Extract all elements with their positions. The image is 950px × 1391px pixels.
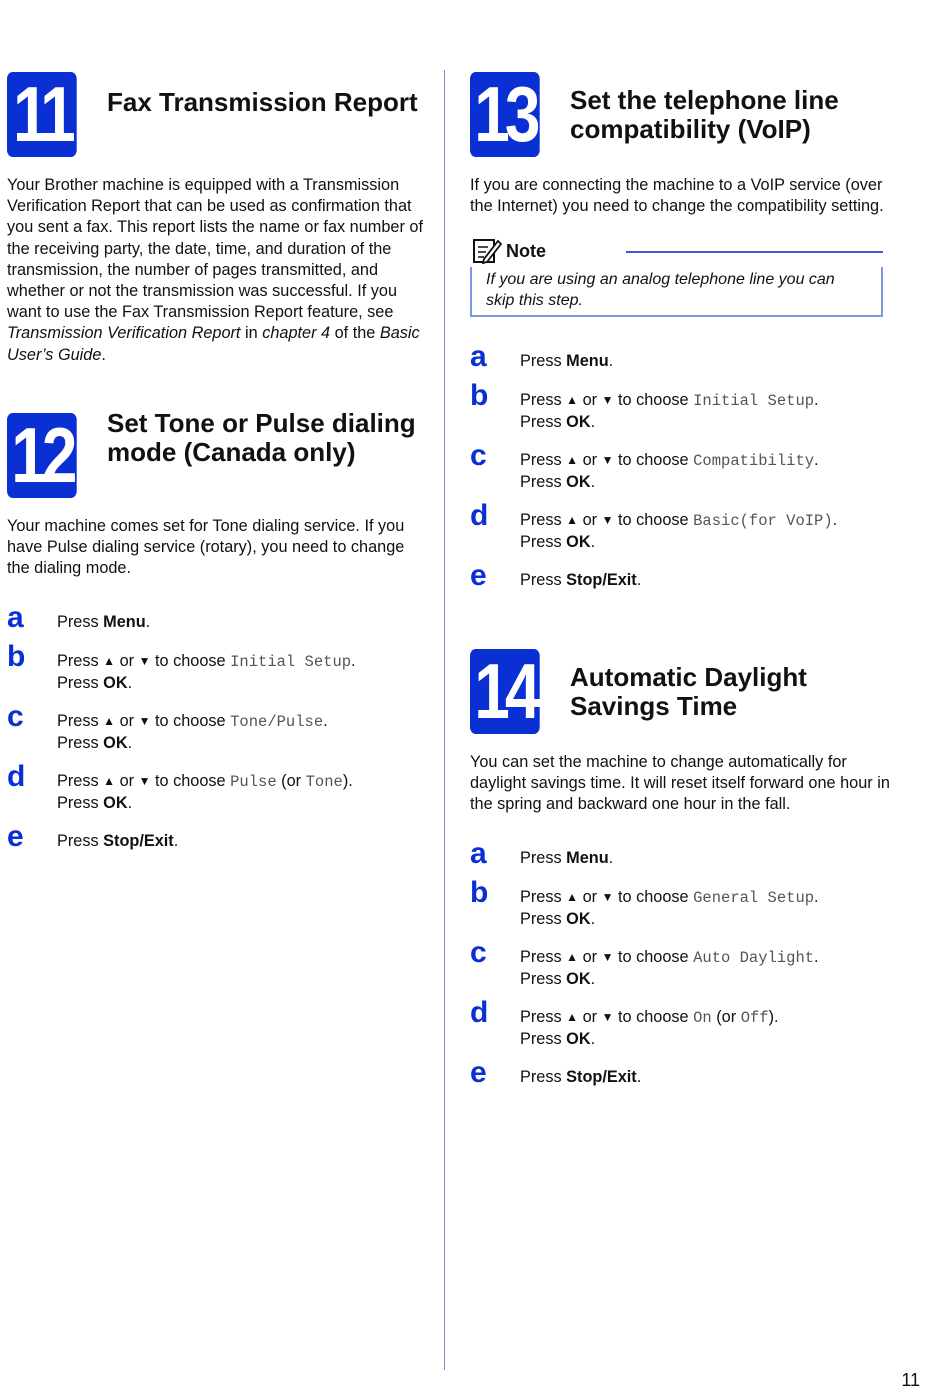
step-text: or xyxy=(578,887,602,906)
step-text: Press xyxy=(520,391,567,410)
key-name: OK xyxy=(566,473,591,492)
step-text: Press xyxy=(57,673,104,692)
note-label: Note xyxy=(506,241,546,262)
key-name: Menu xyxy=(566,352,609,371)
section-title: Automatic Daylight Savings Time xyxy=(570,662,807,721)
step-letter: e xyxy=(470,559,487,593)
step-text: Press xyxy=(520,848,567,867)
up-arrow-icon: ▲ xyxy=(566,1009,579,1024)
menu-value: Compatibility xyxy=(693,452,815,471)
step-text: or xyxy=(578,511,602,530)
step-text: Press xyxy=(520,511,567,530)
reference-guide: Basic User’s Guide xyxy=(7,324,420,364)
down-arrow-icon: ▼ xyxy=(601,513,614,528)
down-arrow-icon: ▼ xyxy=(601,453,614,468)
step-text: to choose xyxy=(150,771,231,790)
key-name: OK xyxy=(566,413,591,432)
step-b xyxy=(470,875,890,947)
step-c xyxy=(470,935,890,1007)
step-letter: a xyxy=(470,836,487,870)
menu-value-alt: Tone xyxy=(305,772,343,791)
section-title: Set the telephone line compatibility (VoIP) xyxy=(570,85,839,144)
step-text: to choose xyxy=(613,511,694,530)
step-letter: d xyxy=(470,499,489,533)
note-text: If you are using an analog telephone line you can skip this step. xyxy=(470,267,883,317)
menu-value-alt: Off xyxy=(740,1008,769,1027)
section-header xyxy=(7,72,425,158)
section-body xyxy=(7,175,425,366)
step-list xyxy=(470,340,890,593)
section-header xyxy=(470,72,890,158)
step-a xyxy=(470,836,890,887)
key-name: OK xyxy=(566,1029,591,1048)
body-text: of the xyxy=(330,324,380,343)
step-a xyxy=(470,340,890,390)
step-text: . xyxy=(814,391,819,410)
step-c xyxy=(7,699,425,771)
step-text: Press xyxy=(520,1007,567,1026)
key-name: Stop/Exit xyxy=(566,571,637,590)
step-text: to choose xyxy=(613,1007,694,1026)
step-text: Press xyxy=(57,711,104,730)
section-title: Set Tone or Pulse dialing mode (Canada only) xyxy=(107,408,416,467)
page-number: 11 xyxy=(901,1370,920,1390)
step-text: Press xyxy=(520,571,567,590)
up-arrow-icon: ▲ xyxy=(566,393,579,408)
step-text: to choose xyxy=(613,947,694,966)
step-text: or xyxy=(578,451,602,470)
step-letter: d xyxy=(470,995,489,1029)
key-name: OK xyxy=(103,673,128,692)
step-d xyxy=(470,995,890,1067)
reference-chapter: chapter 4 xyxy=(262,324,331,343)
step-letter: e xyxy=(470,1055,487,1089)
menu-value: Tone/Pulse xyxy=(230,712,324,731)
up-arrow-icon: ▲ xyxy=(103,713,116,728)
section-body: If you are connecting the machine to a VoIP service (over the Internet) you need to change the compatibility setting. xyxy=(470,176,884,216)
step-letter: c xyxy=(7,699,24,733)
section-body: Your machine comes set for Tone dialing service. If you have Pulse dialing service (rotary), you need to change the dialing mode. xyxy=(7,517,405,578)
step-text: . xyxy=(590,1029,596,1048)
note-box xyxy=(470,237,890,317)
down-arrow-icon: ▼ xyxy=(601,949,614,964)
step-text: Press xyxy=(520,473,567,492)
section-title: Fax Transmission Report xyxy=(107,87,418,117)
note-rule xyxy=(626,251,883,253)
column-divider xyxy=(444,70,445,1370)
key-name: OK xyxy=(103,793,128,812)
step-text: Press xyxy=(520,533,567,552)
step-text: . xyxy=(590,413,596,432)
key-name: Menu xyxy=(103,612,146,631)
step-text: Press xyxy=(57,793,104,812)
step-text: Press xyxy=(520,1029,567,1048)
section-11 xyxy=(7,72,425,366)
menu-value: General Setup xyxy=(693,888,815,907)
up-arrow-icon: ▲ xyxy=(566,949,579,964)
step-b xyxy=(470,379,890,450)
step-text: . xyxy=(832,511,838,530)
key-name: OK xyxy=(566,909,591,928)
body-text: in xyxy=(240,324,263,343)
step-text: Press xyxy=(520,909,567,928)
step-letter: e xyxy=(7,819,24,853)
step-text: Press xyxy=(57,771,104,790)
section-13 xyxy=(470,72,890,591)
step-letter: b xyxy=(470,379,489,413)
step-text: . xyxy=(590,909,596,928)
step-text: Press xyxy=(520,947,567,966)
step-text: (or xyxy=(276,771,306,790)
step-c xyxy=(470,439,890,510)
down-arrow-icon: ▼ xyxy=(138,713,151,728)
step-number-badge: 11 xyxy=(7,72,77,157)
step-text: Press xyxy=(520,451,567,470)
down-arrow-icon: ▼ xyxy=(601,393,614,408)
down-arrow-icon: ▼ xyxy=(138,653,151,668)
step-e xyxy=(7,819,425,853)
up-arrow-icon: ▲ xyxy=(566,453,579,468)
down-arrow-icon: ▼ xyxy=(601,1009,614,1024)
step-text: . xyxy=(814,947,819,966)
step-text: . xyxy=(351,651,356,670)
step-text: . xyxy=(145,612,151,631)
step-text: . xyxy=(608,848,614,867)
step-letter: b xyxy=(7,639,26,673)
menu-value: Initial Setup xyxy=(693,392,815,411)
step-text: to choose xyxy=(613,887,694,906)
step-text: . xyxy=(173,831,179,850)
section-header xyxy=(7,408,425,499)
key-name: OK xyxy=(566,969,591,988)
step-e xyxy=(470,1055,890,1089)
step-text: . xyxy=(636,571,642,590)
step-text: or xyxy=(115,711,139,730)
section-12 xyxy=(7,408,425,853)
step-text: Press xyxy=(520,887,567,906)
step-number-badge: 13 xyxy=(470,72,540,157)
step-list xyxy=(7,600,425,853)
down-arrow-icon: ▼ xyxy=(601,889,614,904)
step-text: to choose xyxy=(150,651,231,670)
section-header xyxy=(470,649,890,735)
step-b xyxy=(7,639,425,711)
step-text: . xyxy=(127,733,133,752)
step-text: to choose xyxy=(613,451,694,470)
body-text: Your Brother machine is equipped with a Transmission Verification Report that can be used as confirmation that you sent a fax. This report lists the name or fax number of the receiving party, the date, time, and duration of the transmission, the number of pages transmitted, and whether or not the transmission was successful. If you want to use the Fax Transmission Report feature, see xyxy=(7,176,423,322)
menu-value: Initial Setup xyxy=(230,652,352,671)
key-name: Menu xyxy=(566,848,609,867)
step-text: . xyxy=(590,969,596,988)
step-text: to choose xyxy=(150,711,231,730)
step-text: or xyxy=(115,651,139,670)
step-text: or xyxy=(578,947,602,966)
section-body: You can set the machine to change automatically for daylight savings time. It will reset itself forward one hour in the spring and backward one hour in the fall. xyxy=(470,753,890,814)
step-number-badge: 14 xyxy=(470,649,540,734)
step-e xyxy=(470,559,890,593)
step-text: Press xyxy=(520,1067,567,1086)
step-number-badge: 12 xyxy=(7,413,77,498)
step-text: . xyxy=(608,352,614,371)
step-letter: d xyxy=(7,759,26,793)
step-text: or xyxy=(578,391,602,410)
step-d xyxy=(470,499,890,570)
up-arrow-icon: ▲ xyxy=(566,889,579,904)
step-text: . xyxy=(590,473,596,492)
step-text: . xyxy=(814,451,819,470)
section-14 xyxy=(470,649,890,1088)
step-text: ). xyxy=(342,771,353,790)
step-a xyxy=(7,600,425,651)
step-text: (or xyxy=(711,1007,741,1026)
step-text: . xyxy=(814,887,819,906)
menu-value: Pulse xyxy=(230,772,277,791)
key-name: Stop/Exit xyxy=(103,831,174,850)
step-text: . xyxy=(127,793,133,812)
step-list xyxy=(470,836,890,1089)
step-text: ). xyxy=(768,1007,779,1026)
step-text: Press xyxy=(520,413,567,432)
key-name: Stop/Exit xyxy=(566,1067,637,1086)
body-text: . xyxy=(101,345,106,364)
note-header xyxy=(470,237,890,267)
step-letter: c xyxy=(470,439,487,473)
step-text: Press xyxy=(57,651,104,670)
menu-value: Basic(for VoIP) xyxy=(693,512,833,531)
reference-link-text: Transmission Verification Report xyxy=(7,324,241,343)
up-arrow-icon: ▲ xyxy=(103,773,116,788)
note-pencil-icon xyxy=(472,237,502,265)
menu-value: On xyxy=(693,1008,712,1027)
step-text: or xyxy=(115,771,139,790)
step-letter: c xyxy=(470,935,487,969)
step-text: Press xyxy=(520,352,567,371)
step-letter: b xyxy=(470,875,489,909)
menu-value: Auto Daylight xyxy=(693,948,815,967)
up-arrow-icon: ▲ xyxy=(103,653,116,668)
step-letter: a xyxy=(7,600,24,634)
step-text: to choose xyxy=(613,391,694,410)
step-text: . xyxy=(590,533,596,552)
step-text: Press xyxy=(57,831,104,850)
step-letter: a xyxy=(470,340,487,374)
down-arrow-icon: ▼ xyxy=(138,773,151,788)
step-d xyxy=(7,759,425,831)
step-text: or xyxy=(578,1007,602,1026)
step-text: . xyxy=(127,673,133,692)
up-arrow-icon: ▲ xyxy=(566,513,579,528)
step-text: Press xyxy=(57,612,104,631)
step-text: . xyxy=(636,1067,642,1086)
step-text: Press xyxy=(520,969,567,988)
key-name: OK xyxy=(566,533,591,552)
key-name: OK xyxy=(103,733,128,752)
step-text: Press xyxy=(57,733,104,752)
step-text: . xyxy=(323,711,328,730)
